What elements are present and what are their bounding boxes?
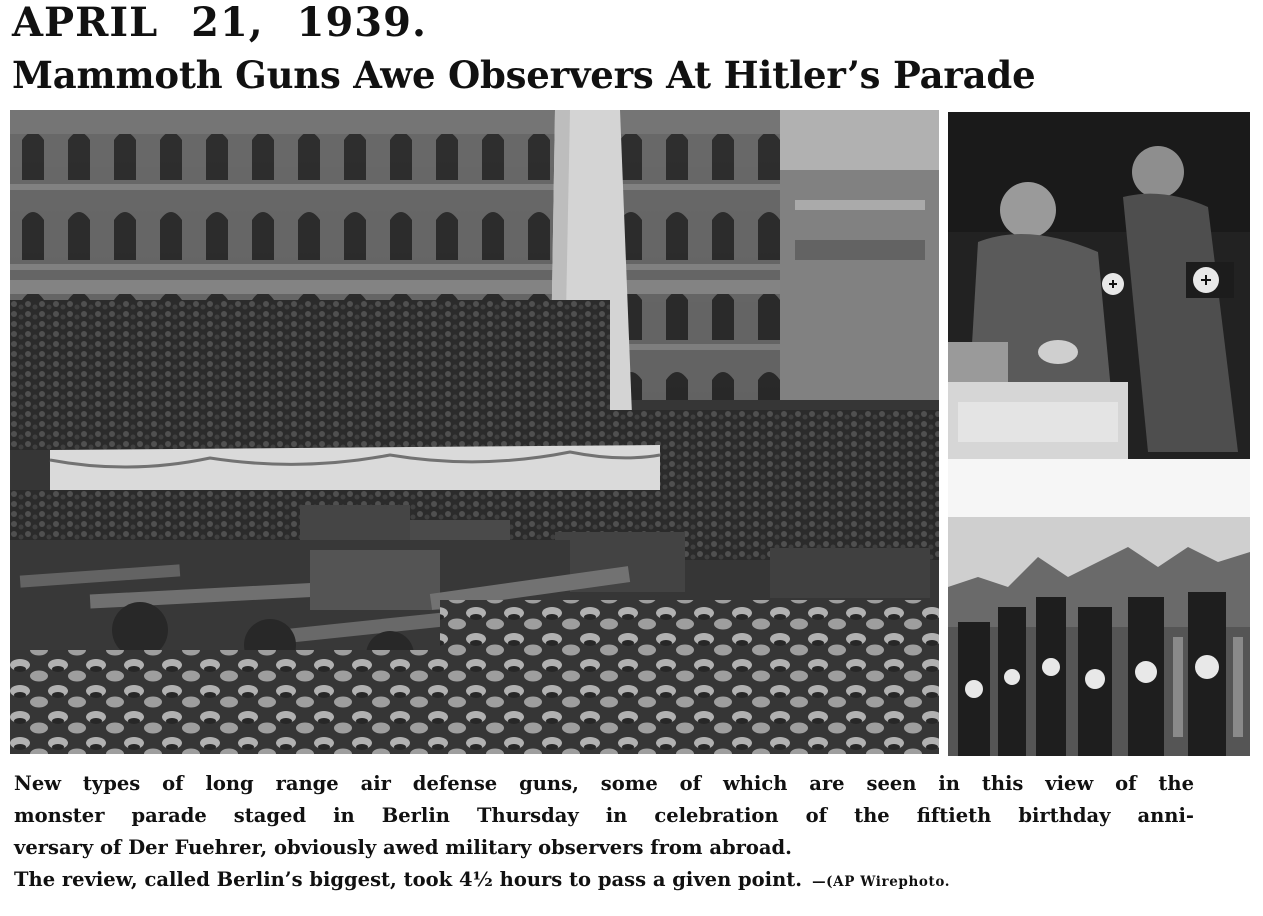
caption-line-3: versary of Der Fuehrer, obviously awed military observers from abroad. (14, 836, 792, 859)
banners-photo (948, 517, 1250, 756)
photo-caption (14, 768, 1194, 898)
photo-credit: —(AP Wirephoto. (812, 874, 950, 890)
caption-line-2: monster parade staged in Berlin Thursday in celebration of the fiftieth birthday anni- (14, 804, 1194, 827)
headline: Mammoth Guns Awe Observers At Hitler’s Parade (12, 53, 1036, 97)
photo-gap (948, 459, 1250, 517)
caption-line-4-wrap (14, 864, 1194, 898)
officials-photo (948, 112, 1250, 459)
dateline: APRIL 21, 1939. (12, 0, 427, 46)
parade-photo (10, 110, 939, 754)
caption-line-4: The review, called Berlin’s biggest, took 4½ hours to pass a given point. (14, 868, 803, 891)
caption-line-1: New types of long range air defense guns, some of which are seen in this view of the (14, 772, 1194, 795)
